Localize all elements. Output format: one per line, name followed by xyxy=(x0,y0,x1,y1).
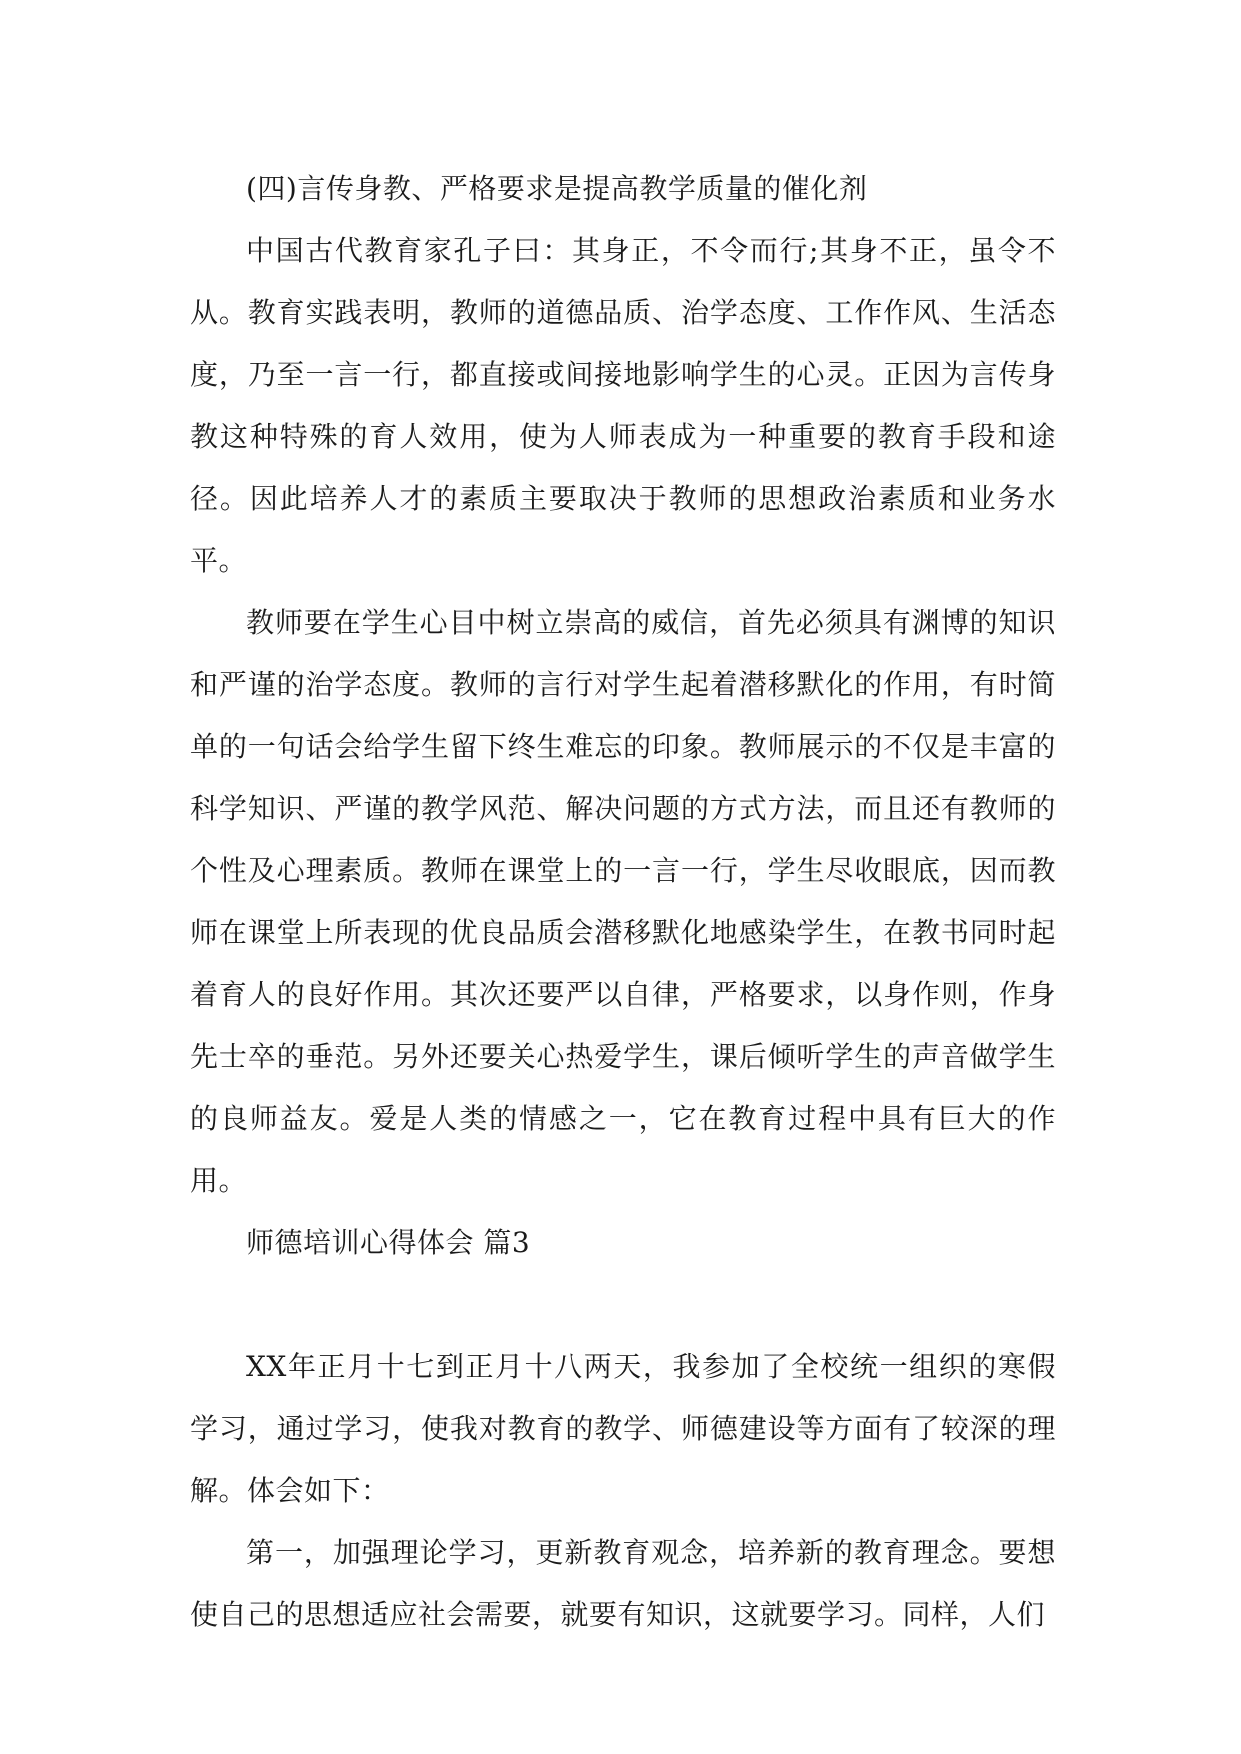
paragraph-theory-study: 第一，加强理论学习，更新教育观念，培养新的教育理念。要想使自己的思想适应社会需要，就要有知识，这就要学习。同样，人们 xyxy=(190,1536,1056,1631)
paragraph-teacher-prestige: 教师要在学生心目中树立崇高的威信，首先必须具有渊博的知识和严谨的治学态度。教师的言行对学生起着潜移默化的作用，有时简单的一句话会给学生留下终生难忘的印象。教师展示的不仅是丰富的科学知识、严谨的教学风范、解决问题的方式方法，而且还有教师的个性及心理素质。教师在课堂上的一言一行，学生尽收眼底，因而教师在课堂上所表现的优良品质会潜移默化地感染学生，在教书同时起着育人的良好作用。其次还要严以自律，严格要求，以身作则，作身先士卒的垂范。另外还要关心热爱学生，课后倾听学生的声音做学生的良师益友。爱是人类的情感之一，它在教育过程中具有巨大的作用。 xyxy=(190,606,1056,1197)
paragraph-winter-study: XX年正月十七到正月十八两天，我参加了全校统一组织的寒假学习，通过学习，使我对教育的教学、师德建设等方面有了较深的理解。体会如下： xyxy=(190,1350,1056,1507)
article-title: 师德培训心得体会 篇3 xyxy=(246,1226,531,1259)
section-heading: (四)言传身教、严格要求是提高教学质量的催化剂 xyxy=(246,172,868,205)
document-body xyxy=(190,158,1056,1646)
blank-line xyxy=(190,1274,1056,1336)
paragraph-confucius: 中国古代教育家孔子曰：其身正，不令而行;其身不正，虽令不从。教育实践表明，教师的道德品质、治学态度、工作作风、生活态度，乃至一言一行，都直接或间接地影响学生的心灵。正因为言传身教这种特殊的育人效用，使为人师表成为一种重要的教育手段和途径。因此培养人才的素质主要取决于教师的思想政治素质和业务水平。 xyxy=(190,234,1056,577)
